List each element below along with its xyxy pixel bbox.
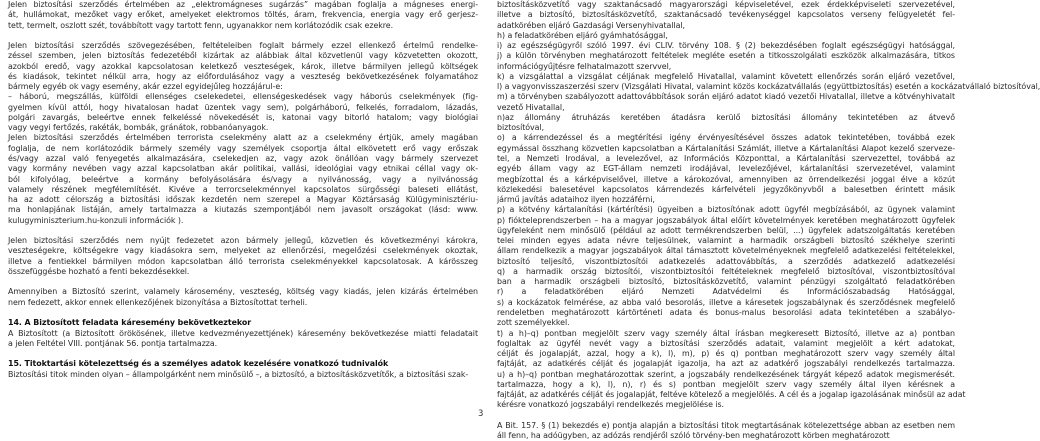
text-line: s) a kockázatok felmérése, az abba való besorolás, illetve a káresetek jogszabálynak és szerződésnek megfelelő	[497, 297, 955, 307]
text-line: illetve a fentiekkel bármilyen módon kapcsolatban álló terrorista cselekményekkel kapcsolatosak. A kárösszeg	[8, 256, 478, 266]
text-line: közlekedési balesetével kapcsolatos kárrendezés kárfelvételi jegyzőkönyvből a balesetben érintett másik	[497, 184, 955, 194]
text-line: egyéb állam vagy az EGT-állam nemzeti irodájával, levelezőjével, kártalanítási szervezetével, valamint	[497, 164, 955, 174]
text-line: információgyűjtésre felhatalmazott szervvel,	[497, 61, 672, 71]
section-15-heading: 15. Titoktartási kötelezettség és a személyes adatok kezelésére vonatkozó tudnivalók	[8, 359, 389, 369]
paragraph-insured-duties	[8, 329, 478, 350]
text-line: – háború, megszállás, külföldi ellenséges cselekedetei, ellenségeskedések vagy háborús cselekmények (fig-	[8, 92, 478, 102]
text-line: A Biztosított (a Biztosított örökösének, illetve kedvezményezettjének) káresemény bekövetkezése miatti feladatait	[8, 328, 478, 338]
text-line: állam rendelkezik a magyar jogszabályok által támasztott követelményeknek megfelelő adatkezelési feltételekkel,	[497, 246, 955, 256]
paragraph-burden-of-proof	[8, 287, 478, 308]
text-line: k) a vizsgálattal a vizsgálat céljának megfelelő Hivatallal, valamint követett ellenőrzés során eljáró vezetővel,	[497, 71, 955, 81]
text-line: fajtáját, az adatkérés célját és jogalapját, feltéve kötelező a megjelölés. A cél és a jogalap igazolásának minősül az adat	[497, 390, 966, 400]
text-line: Jelen biztosítási szerződés szövegezésében, feltételeiben foglalt bármely ezzel ellenkező értelmű rendelke-	[8, 41, 478, 51]
text-line: j) a külön törvényben meghatározott feltételek megléte esetén a titkosszolgálati eszközök alkalmazására, titkos	[497, 51, 955, 61]
text-line	[497, 411, 955, 421]
data-transfer-list	[497, 0, 1040, 441]
text-line: egymással összhang közvetlen kapcsolatban a Kártalanítási Számlát, illetve a Kártalanítási Alapot kezelő szerveze-	[497, 143, 955, 153]
text-line: tartalmazza, hogy a k), l), n), r) és s) pontban megjelölt szerv vagy személy által ilyen kérésnek a	[497, 379, 955, 389]
text-line: jármű javítás adataihoz ilyen hozzáférni,	[497, 195, 655, 205]
text-line: biztosító teljesítő, viszontbiztosítói adatkezelés adattovábbítás, a szerződés adatkezelő adatkezelési	[497, 256, 955, 266]
text-line: p) fiókteleprendszerben – ha a magyar jogszabályok által előírt követelmények keretében meghatározott ügyfelek	[497, 215, 955, 225]
text-line: összefüggésbe hozható a fenti bekezdésekkel.	[8, 266, 190, 276]
text-line: tel, a Nemzeti Irodával, a levelezővel, az Információs Központtal, a Kártalanítási szervezettel, továbbá az	[497, 153, 955, 163]
text-line: l) a vagyonvisszaszerzési szerv (Vizsgálati Hivatal, valamint közös kockázatvállalás (együttbiztosítás) esetén a kockázatvállaló biztosítóval,	[497, 82, 1040, 92]
text-line: gyelmen kívül attól, hogy hivatalosan hadat üzentek vagy sem), polgárháború, felkelés, forradalom, lázadás,	[8, 102, 478, 112]
text-line: p) a kötvény kártalanítási (kártérítési) ügyeiben a biztosítónak adott ügyfél megbízásából, az ügynek valamint	[497, 205, 955, 215]
paragraph-confidentiality	[8, 370, 478, 380]
text-line: ügyfeleként nem minősülő (például az adott termékrendszerben belül, ...) ügyfelek adatszolgáltatás keretében	[497, 225, 955, 235]
text-line: Amennyiben a Biztosító szerint, valamely károsemény, veszteség, költség vagy kiadás, jelen kizárás értelmében	[8, 287, 478, 297]
text-line: nem fedezett, akkor ennek ellenkezőjének bizonyítása a Biztosítottat terheli.	[8, 297, 308, 307]
text-line: vezető Hivatallal,	[497, 102, 565, 112]
text-line: vagy vegyi fertőzés, rakéták, bombák, gránátok, robbanóanyagok.	[8, 123, 269, 133]
text-line: ha az adott célország a biztosítási időszak kezdetén nem szerepel a Magyar Köztársaság Külügyminisztériu-	[8, 195, 478, 205]
text-line: kérésre vonatkozó jogszabályi rendelkezés megjelölése is.	[497, 400, 724, 410]
left-column	[8, 0, 478, 380]
text-line: m) a törvényben szabályozott adattovábbítások során eljáró adatot kiadó vezetői Hivatallal, illetve a kötvényhivatalt	[497, 92, 955, 102]
text-line: kulugyminiszterium.hu-konzuli információk ).	[8, 215, 184, 225]
text-line: adatkörében eljáró Gazdasági Versenyhivatallal,	[497, 20, 685, 30]
text-line: megbízottal és a kárképviselővel, illetve a károkozóval, amennyiben az örrendelkezési joggal élve a közút	[497, 174, 955, 184]
text-line: i) az egészségügyről szóló 1997. évi CLIV. törvény 108. § (2) bekezdésében foglalt egészségügyi hatósággal,	[497, 41, 955, 51]
text-line: Jelen biztosítási szerződés értelmében terrorista cselekmény alatt az a cselekmény értjük, amely magában	[8, 133, 478, 143]
text-line: át, hullámokat, mezőket vagy erőket, amelyeket elektromos töltés, áram, frekvencia, energia vagy erő gerjesz-	[8, 10, 478, 20]
text-line: u) a h)–q) pontban meghatározottak szerint, a jogszabály rendelkezésének tárgyát képező adatok megismerését.	[497, 369, 955, 379]
text-line: célját és jogalapját, azzal, hogy a k), l), m), p) és q) pontban meghatározott szerv vagy személy által	[497, 349, 955, 359]
text-line: foglalja, de nem korlátozódik bármely személy vagy személyek csoportja által elkövetett erő vagy erőszak	[8, 143, 478, 153]
paragraph-war-exclusion	[8, 92, 478, 133]
paragraph-electromagnetic-definition	[8, 0, 478, 31]
text-line: q) a harmadik ország biztosítói, viszontbiztosítói feltételeknek megfelelő biztosítóval, viszontbiztosítóval	[497, 266, 955, 276]
text-line: rendeletben meghatározott kártörténeti adata és bonus-malus besorolási adata tekintetében a szabályo-	[497, 307, 955, 317]
text-line: zott személyekkel.	[497, 318, 570, 328]
paragraph-terrorism-definition	[8, 133, 478, 225]
text-line: Jelen biztosítási szerződés nem nyújt fedezetet azon bármely jellegű, közvetlen és következményi károkra,	[8, 236, 478, 246]
text-line: ma honlapjának listáján, amely tartalmazza a kiutazás szempontjából nem javasolt országokat (lásd: www.	[8, 205, 478, 215]
text-line: biztosítóval,	[497, 123, 545, 133]
page-number: 3	[478, 409, 484, 419]
text-line: polgári zavargás, beleértve ennek felkeléssé növekedését is, katonai vagy bitorló hatalom; vagy biológiai	[8, 112, 478, 122]
right-column	[497, 0, 1040, 441]
text-line: Biztosítási titok minden olyan – állampolgárként nem minősülő –, a biztosító, a biztosításközvetítők, a biztosítási szak-	[8, 369, 469, 379]
text-line: n)az állomány átruházás keretében átadásra kerülő biztosítási állomány tekintetében az átvevő	[497, 112, 955, 122]
text-line: o) a kárrendezéssel és a megtérítési igény érvényesítésével összes adatok tekintetében, továbbá ezek	[497, 133, 955, 143]
text-line: Jelen biztosítási szerződés értelmében az „elektromágneses sugárzás” magában foglalja a mágneses energi-	[8, 0, 478, 9]
text-line: és/vagy azzal való fenyegetés alkalmazására, cselekedjen az, vagy azok önállóan vagy bármely szervezet	[8, 153, 478, 163]
text-line: tett, termelt, oszlott szét, továbbított vagy tartott fenn, ugyanakkor nem korlátozódik csak ezekre.	[8, 20, 394, 30]
text-line: fajtáját, az adatkérés célját és jogalapját igazolja, ha azt az adatkérő jogszabályi rendelkezés tartalmazza.	[497, 359, 955, 369]
paragraph-no-coverage-consequential	[8, 236, 478, 277]
section-14-heading: 14. A Biztosított feladata káresemény bekövetkeztekor	[8, 318, 252, 328]
text-line: ból kifolyólag, beleértve a kormány befolyásolására és/vagy a nyilvánosság, vagy a nyilvánosság	[8, 174, 478, 184]
text-line: ban a harmadik országbeli biztosító, biztosításközvetítő, valamint pénzügyi szolgáltató feladatkörében	[497, 277, 955, 287]
text-line: a jelen Feltétel VIII. pontjának 56. pontja tartalmazza.	[8, 338, 218, 348]
text-line: bármely egyéb ok vagy esemény, akár ezzel egyidejűleg hozzájárul-e:	[8, 82, 283, 92]
text-line: A Bit. 157. § (1) bekezdés e) pontja alapján a biztosítási titok megtartásának kötelezettsége abban az esetben nem	[497, 420, 955, 430]
text-line: veszteségekre, költségekre vagy kiadásokra sem, melyeket az ellenőrzési, megelőzési cselekmények okoztak,	[8, 246, 478, 256]
text-line: biztosításközvetítő vagy szaktanácsadó magyarországi képviseletével, ezek érdekképviseleti szervezetével,	[497, 0, 955, 9]
text-line: t) a h)–q) pontban megjelölt szerv vagy személy által írásban megkeresett Biztosító, illetve az a) pontban	[497, 328, 955, 338]
text-line: illetve a biztosító, biztosításközvetítő, szaktanácsadó tevékenységgel kapcsolatos verseny felügyeletét fel-	[497, 10, 955, 20]
text-line: azokból eredő, vagy azokkal kapcsolatosan keletkező veszteségek, károk, illetve bármilyen jellegű költségek	[8, 61, 478, 71]
text-line: h) a feladatkörében eljáró gyámhatósággal,	[497, 30, 668, 40]
text-line: telei minden egyes adata névre teljesülnek, valamint a harmadik országbeli biztosító székhelye szerinti	[497, 236, 955, 246]
text-line: áll fenn, ha adóügyben, az adózás rendjéről szóló törvény-ben meghatározott körben meghatározott	[497, 431, 890, 441]
paragraph-exclusions-intro	[8, 41, 478, 92]
text-line: zéssel szemben, jelen biztosítás fedezetéből kizártak az alábbiak által közvetlenül vagy közvetetten okozott,	[8, 51, 478, 61]
text-line: r) a feladatkörében eljáró Nemzeti Adatvédelmi és Információszabadság Hatósággal,	[497, 287, 955, 297]
text-line: valamely részének megfélemlítését. Kivéve a terrorcselekménnyel kapcsolatos sürgősségi baleseti ellátást,	[8, 184, 478, 194]
text-line: vagy kormány nevében vagy azzal kapcsolatban akár politikai, vallási, ideológiai vagy etnikai céllal vagy ok-	[8, 164, 478, 174]
text-line: foglaltak az ügyfél nevét vagy a biztosítási szerződés adatait, valamint megjelölt a kért adatokat,	[497, 338, 955, 348]
text-line: és kiadások, tekintet nélkül arra, hogy az előfordulásához vagy a veszteség bekövetkezésének folyamatához	[8, 71, 478, 81]
